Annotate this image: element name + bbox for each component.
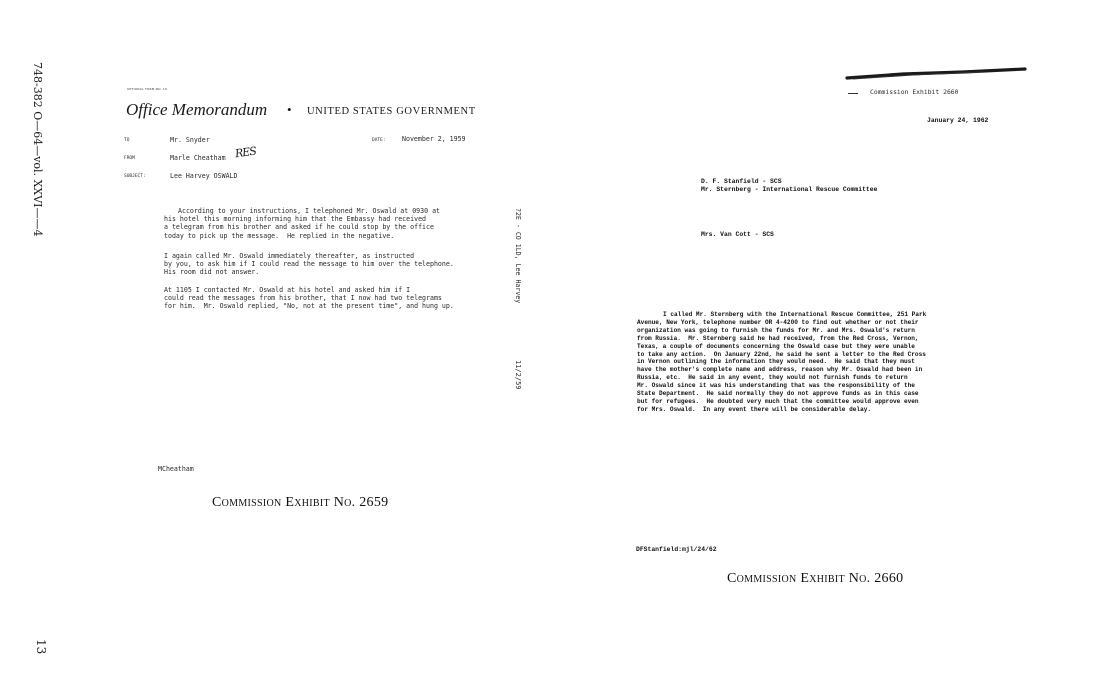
memo-subject-value: Lee Harvey OSWALD: [170, 172, 238, 180]
memo-from-label: FROM: [124, 156, 135, 161]
letter-body: I called Mr. Sternberg with the International Rescue Committee, 251 Park Avenue, New York, telephone number OR 4-4200 to find out whether or not their organization was going to furnish the funds for Mr. and Mrs. Oswald's return from Russia. Mr. Sternberg said he had received, from the Red Cross, Vernon, Texas, a couple of documents concerning the Oswald case but they were unable to take any action. On January 22nd, he said he sent a letter to the Red Cross in Vernon outlining the information they would need. He said that they must have the mother's complete name and address, reason why Mr. Oswald had been in Russia, etc. He said in any event, they would not furnish funds to return Mr. Oswald since it was his understanding that was the responsibility of the State Department. He said normally they do not approve funds as in this case but for refugees. He doubted very much that the committee would approve even for Mrs. Oswald. In any event there will be considerable delay.: [637, 311, 927, 413]
letter-date: January 24, 1962: [927, 117, 989, 124]
memo-to-value: Mr. Snyder: [170, 136, 210, 144]
memo-date-label: DATE:: [372, 138, 386, 143]
memo-subject-label: SUBJECT:: [124, 174, 146, 179]
memo-signature: MCheatham: [158, 465, 194, 473]
letter-to-line-2: Mr. Sternberg - International Rescue Committee: [701, 186, 878, 193]
redaction-stroke: [843, 64, 1033, 82]
handwritten-initials: RES: [234, 144, 257, 161]
memo-date-value: November 2, 1959: [402, 135, 466, 143]
memo-margin-date: 11/2/59: [514, 360, 523, 390]
letter-cc: Mrs. Van Cott - SCS: [701, 231, 774, 238]
memo-header-gov: UNITED STATES GOVERNMENT: [307, 106, 476, 117]
page-number: 13: [34, 639, 48, 655]
memo-paragraph-1: According to your instructions, I telephoned Mr. Oswald at 0930 at his hotel this morning informing him that the Embassy had received a telegram from his brother and asked if he could stop by the office today to pick up the message. He replied in the negative.: [164, 207, 441, 240]
letter-reference: DFStanfield:mjl/24/62: [636, 546, 717, 553]
stamp-dash: [848, 93, 858, 94]
memo-to-label: TO: [124, 138, 130, 143]
memo-from-value: Marle Cheatham: [170, 154, 226, 162]
memo-form-number: OPTIONAL FORM NO. 10: [127, 87, 168, 91]
memo-header-title: Office Memorandum: [126, 100, 268, 119]
memo-paragraph-3: At 1105 I contacted Mr. Oswald at his hotel and asked him if I could read the messages from his brother, that I now had two telegrams for him. Mr. Oswald replied, "No, not at the present time", and hung up.: [164, 286, 454, 311]
exhibit-stamp-2660: Commission Exhibit 2660: [870, 88, 959, 96]
letter-to-line-1: D. F. Stanfield - SCS: [701, 178, 782, 185]
exhibit-caption-2660: Commission Exhibit No. 2660: [727, 571, 904, 586]
memo-margin-note: ?2E - CO 1LD, Lee Harvey: [514, 208, 523, 304]
exhibit-caption-2659: Commission Exhibit No. 2659: [212, 495, 389, 510]
memo-header-bullet: •: [287, 102, 292, 117]
side-margin-line: 748-382 O—64—vol. XXVI——4: [31, 62, 44, 237]
memo-paragraph-2: I again called Mr. Oswald immediately thereafter, as instructed by you, to ask him if I could read the message to him over the telephone. His room did not answer.: [164, 252, 454, 277]
